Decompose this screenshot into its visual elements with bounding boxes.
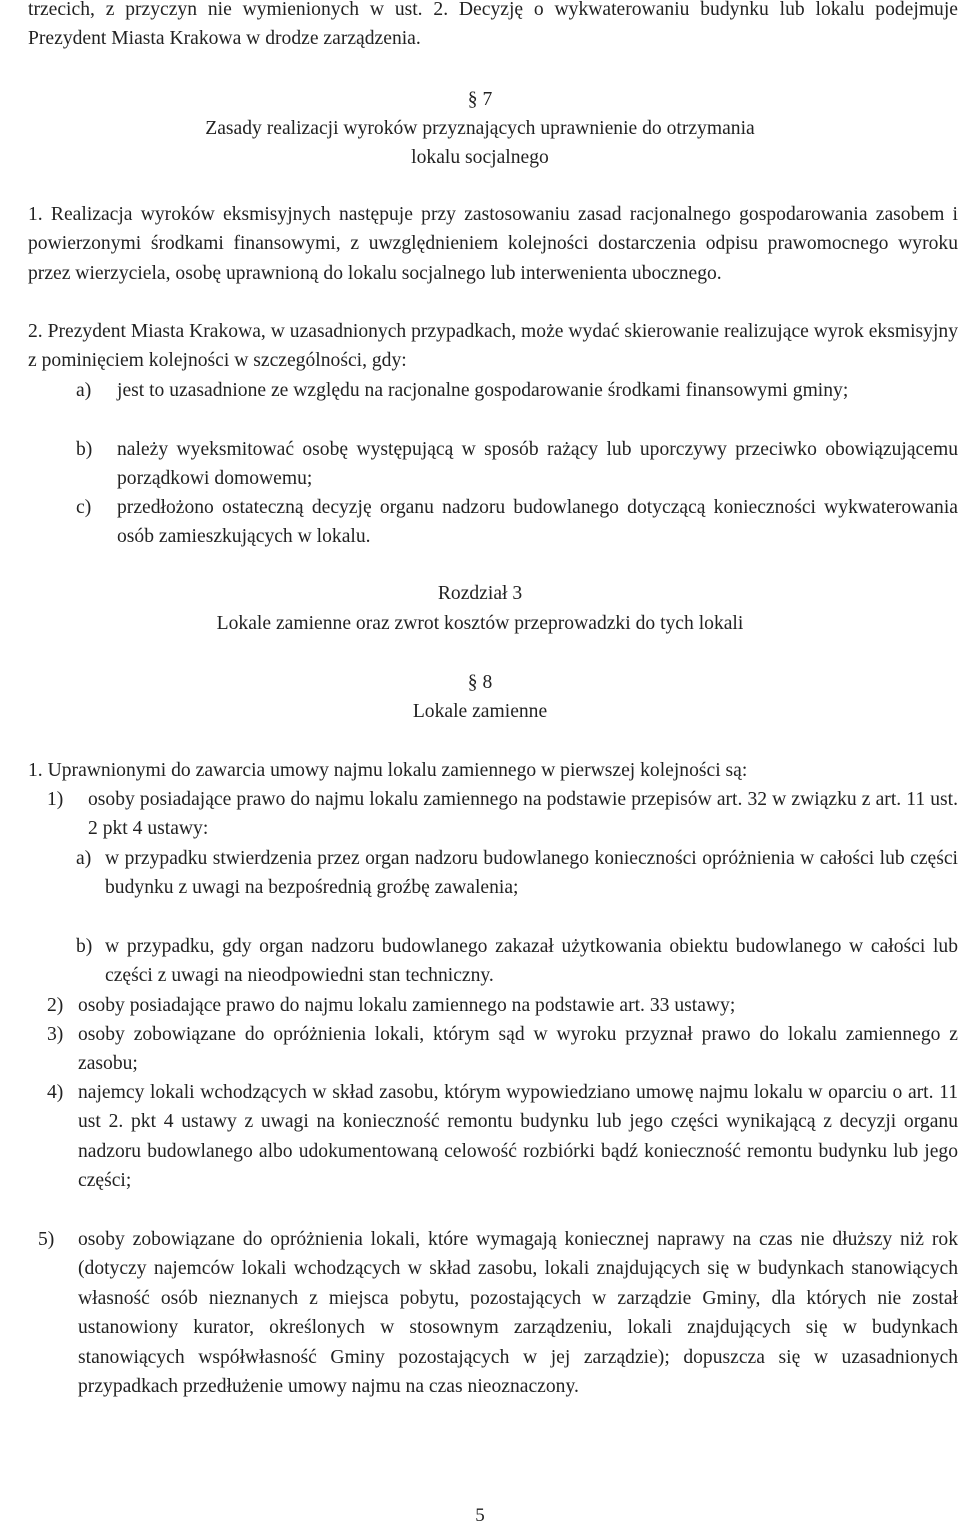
intro-paragraph: trzecich, z przyczyn nie wymienionych w ust. 2. Decyzję o wykwaterowaniu budynku lub lokalu podejmuje Prezydent Miasta Krakowa w drodze zarządzenia. (28, 0, 958, 50)
page-number: 5 (475, 1505, 485, 1526)
section-7-paragraph-2: 2. Prezydent Miasta Krakowa, w uzasadnionych przypadkach, może wydać skierowanie realizujące wyrok eksmisyjny z pominięciem kolejności w szczególności, gdy: (28, 321, 958, 372)
list-item-text: należy wyeksmitować osobę występującą w sposób rażący lub uporczywy przeciwko obowiązującemu porządkowi domowemu; (117, 439, 958, 490)
list-item-label: a) (76, 380, 92, 401)
list-item-label: c) (76, 497, 92, 518)
sub-item-text: w przypadku stwierdzenia przez organ nadzoru budowlanego konieczności opróżnienia w całości lub części budynku z uwagi na bezpośrednią groźbę zawalenia; (105, 848, 958, 899)
list-item-text: osoby zobowiązane do opróżnienia lokali, które wymagają koniecznej naprawy na czas nie dłuższy niż rok (dotyczy najemców lokali wchodzących w skład zasobu, lokali znajdujących się w budynkach stanowiących własność osób nieznanych z miejsca pobytu, pozostających w zarządzie Gminy, dla których nie został ustanowiony kurator, określonych w stosownym zarządzeniu, lokali znajdujących się w budynkach stanowiących współwłasność Gminy pozostających w jej zarządzie); dopuszcza się w uzasadnionych przypadkach przedłużenie umowy najmu na czas nieoznaczony. (78, 1229, 958, 1398)
chapter-3-number: Rozdział 3 (437, 583, 523, 604)
list-item-text: jest to uzasadnione ze względu na racjonalne gospodarowanie środkami finansowymi gminy; (117, 380, 849, 401)
section-7-paragraph-1: 1. Realizacja wyroków eksmisyjnych następuje przy zastosowaniu zasad racjonalnego gospodarowania zasobem i powierzonymi środkami finansowymi, z uwzględnieniem kolejności dostarczenia odpisu prawomocnego wyroku przez wierzyciela, osobę uprawnioną do lokalu socjalnego lub interwenienta ubocznego. (28, 204, 958, 284)
section-7-title: Zasady realizacji wyroków przyznających uprawnienie do otrzymania lokalu socjalnego (205, 118, 755, 169)
section-8-paragraph-1: 1. Uprawnionymi do zawarcia umowy najmu lokalu zamiennego w pierwszej kolejności są: (28, 760, 748, 781)
sub-item-text: w przypadku, gdy organ nadzoru budowlanego zakazał użytkowania obiektu budowlanego w całości lub części z uwagi na nieodpowiedni stan techniczny. (105, 936, 958, 987)
section-8-number: § 8 (467, 672, 493, 693)
sub-item-label: a) (76, 848, 92, 869)
list-item-text: najemcy lokali wchodzących w skład zasobu, którym wypowiedziano umowę najmu lokalu w oparciu o art. 11 ust 2. pkt 4 ustawy z uwagi na konieczność remontu budynku lub jego części wynikającą z decyzji organu nadzoru budowlanego albo udokumentowaną celowość rozbiórki bądź konieczność remontu budynku lub jego części; (78, 1082, 958, 1192)
list-item-label: 1) (47, 789, 64, 810)
section-8-title: Lokale zamienne (412, 701, 548, 722)
list-item-label: 4) (47, 1082, 64, 1103)
chapter-3-title: Lokale zamienne oraz zwrot kosztów przeprowadzki do tych lokali (216, 613, 744, 634)
list-item-label: 3) (47, 1024, 64, 1045)
list-item-label: 2) (47, 995, 64, 1016)
section-7-number: § 7 (467, 89, 493, 110)
sub-item-label: b) (76, 936, 93, 957)
list-item-label: 5) (38, 1229, 55, 1250)
list-item-text: osoby posiadające prawo do najmu lokalu zamiennego na podstawie art. 33 ustawy; (78, 995, 736, 1016)
list-item-text: osoby posiadające prawo do najmu lokalu zamiennego na podstawie przepisów art. 32 w związku z art. 11 ust. 2 pkt 4 ustawy: (88, 789, 958, 840)
list-item-text: osoby zobowiązane do opróżnienia lokali, którym sąd w wyroku przyznał prawo do lokalu zamiennego z zasobu; (78, 1024, 958, 1075)
list-item-text: przedłożono ostateczną decyzję organu nadzoru budowlanego dotyczącą konieczności wykwaterowania osób zamieszkujących w lokalu. (117, 497, 958, 548)
list-item-label: b) (76, 439, 93, 460)
